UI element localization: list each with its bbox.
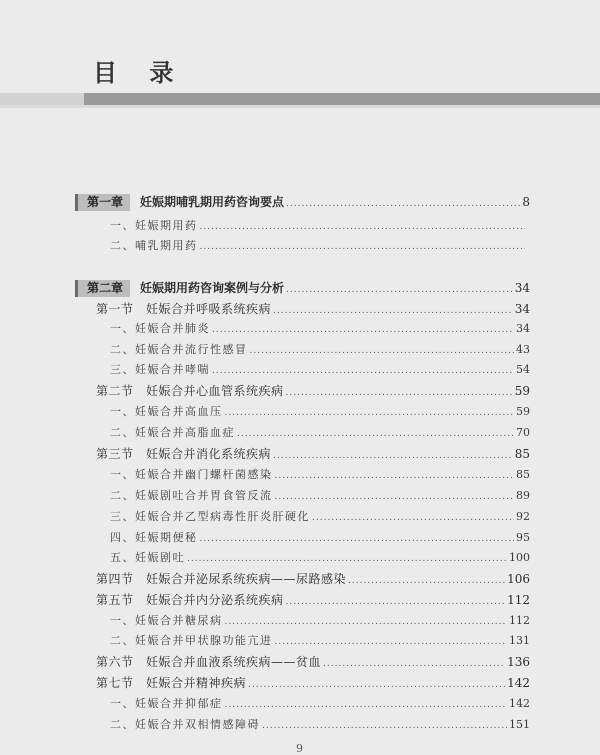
toc-label: 妊娠期用药咨询案例与分析 xyxy=(140,281,285,295)
toc-page-number: 8 xyxy=(522,195,530,209)
toc-label: 第三节 妊娠合并消化系统疾病 xyxy=(96,447,272,461)
toc-item[interactable] xyxy=(110,403,530,421)
dot-leader xyxy=(225,404,515,422)
dot-leader xyxy=(286,593,506,611)
toc-label: 二、妊娠合并甲状腺功能亢进 xyxy=(110,634,273,647)
toc-label: 第四节 妊娠合并泌尿系统疾病——尿路感染 xyxy=(96,572,347,586)
page-title: 目 录 xyxy=(93,59,186,87)
footer-page-number: 9 xyxy=(296,742,303,755)
toc-label: 一、妊娠合并抑郁症 xyxy=(110,697,223,710)
dot-leader xyxy=(286,384,513,402)
toc-item[interactable] xyxy=(110,695,530,713)
toc-chapter[interactable] xyxy=(75,279,530,297)
toc-label: 第五节 妊娠合并内分泌系统疾病 xyxy=(96,593,284,607)
dot-leader xyxy=(200,218,526,236)
toc-page-number: 34 xyxy=(516,322,530,335)
toc-page-number: 34 xyxy=(514,281,530,295)
dot-leader xyxy=(312,509,514,527)
toc-item[interactable] xyxy=(110,612,530,630)
dot-leader xyxy=(275,633,508,651)
toc-label: 二、妊娠合并双相情感障碍 xyxy=(110,718,260,731)
toc-item[interactable] xyxy=(110,632,530,650)
toc-label: 第七节 妊娠合并精神疾病 xyxy=(96,676,247,690)
toc-page-number: 112 xyxy=(507,593,530,607)
toc-page-number: 43 xyxy=(516,343,530,356)
dot-leader xyxy=(250,342,515,360)
toc-item[interactable] xyxy=(110,217,527,235)
toc-item[interactable] xyxy=(110,341,530,359)
toc-page-number: 151 xyxy=(509,718,530,731)
toc-item[interactable] xyxy=(110,716,530,734)
dot-leader xyxy=(212,321,514,339)
toc-page-number: 54 xyxy=(516,363,530,376)
toc-item[interactable] xyxy=(110,529,530,547)
toc-item[interactable] xyxy=(110,549,530,567)
toc-item[interactable] xyxy=(110,320,530,338)
dot-leader xyxy=(286,195,520,213)
toc-section[interactable] xyxy=(96,445,530,463)
header-band-shadow xyxy=(0,105,600,108)
dot-leader xyxy=(262,717,507,735)
toc-page-number: 106 xyxy=(507,572,530,586)
toc-label: 一、妊娠合并高血压 xyxy=(110,405,223,418)
toc-label: 四、妊娠期便秘 xyxy=(110,531,198,544)
toc-page-number: 142 xyxy=(509,697,530,710)
dot-leader xyxy=(348,572,505,590)
dot-leader xyxy=(323,655,505,673)
toc-label: 一、妊娠合并糖尿病 xyxy=(110,614,223,627)
toc-page-number: 92 xyxy=(516,510,530,523)
toc-label: 第一节 妊娠合并呼吸系统疾病 xyxy=(96,302,272,316)
toc-label: 五、妊娠剧吐 xyxy=(110,551,185,564)
toc-item[interactable] xyxy=(110,361,530,379)
toc-label: 三、妊娠合并哮喘 xyxy=(110,363,210,376)
dot-leader xyxy=(248,676,505,694)
toc-section[interactable] xyxy=(96,653,530,671)
toc-item[interactable] xyxy=(110,466,530,484)
dot-leader xyxy=(273,447,513,465)
dot-leader xyxy=(212,362,514,380)
toc-page-number: 100 xyxy=(509,551,530,564)
toc-label: 一、妊娠合并肺炎 xyxy=(110,322,210,335)
dot-leader xyxy=(200,530,515,548)
toc-label: 二、妊娠剧吐合并胃食管反流 xyxy=(110,489,273,502)
toc-page-number: 85 xyxy=(514,447,530,461)
toc-section[interactable] xyxy=(96,674,530,692)
dot-leader xyxy=(275,467,515,485)
toc-page-number: 34 xyxy=(514,302,530,316)
toc-item[interactable] xyxy=(110,237,527,255)
header-band-left xyxy=(0,93,84,105)
toc-page-number: 70 xyxy=(516,426,530,439)
toc-section[interactable] xyxy=(96,300,530,318)
toc-label: 二、妊娠合并流行性感冒 xyxy=(110,343,248,356)
toc-label: 妊娠期哺乳期用药咨询要点 xyxy=(140,195,285,209)
dot-leader xyxy=(225,613,508,631)
toc-label: 二、哺乳期用药 xyxy=(110,239,198,252)
toc-section[interactable] xyxy=(96,382,530,400)
toc-item[interactable] xyxy=(110,508,530,526)
toc-chapter[interactable] xyxy=(75,193,530,211)
chapter-badge: 第一章 xyxy=(75,194,130,211)
toc-section[interactable] xyxy=(96,591,530,609)
toc-label: 第二节 妊娠合并心血管系统疾病 xyxy=(96,384,284,398)
dot-leader xyxy=(275,488,515,506)
toc-page-number: 95 xyxy=(516,531,530,544)
toc-label: 三、妊娠合并乙型病毒性肝炎肝硬化 xyxy=(110,510,310,523)
dot-leader xyxy=(273,302,513,320)
toc-page-number: 142 xyxy=(507,676,530,690)
dot-leader xyxy=(200,238,526,256)
toc-page-number: 85 xyxy=(516,468,530,481)
dot-leader xyxy=(187,550,507,568)
toc-label: 二、妊娠合并高脂血症 xyxy=(110,426,235,439)
toc-page-number: 59 xyxy=(514,384,530,398)
toc-label: 第六节 妊娠合并血液系统疾病——贫血 xyxy=(96,655,322,669)
toc-page-number: 89 xyxy=(516,489,530,502)
toc-item[interactable] xyxy=(110,487,530,505)
toc-page-number: 59 xyxy=(516,405,530,418)
toc-label: 一、妊娠合并幽门螺杆菌感染 xyxy=(110,468,273,481)
chapter-badge: 第二章 xyxy=(75,280,130,297)
toc-section[interactable] xyxy=(96,570,530,588)
dot-leader xyxy=(286,281,513,299)
dot-leader xyxy=(237,425,514,443)
toc-item[interactable] xyxy=(110,424,530,442)
header-band xyxy=(84,93,600,105)
toc-page-number: 131 xyxy=(509,634,530,647)
toc-page-number: 136 xyxy=(507,655,530,669)
toc-page-number: 112 xyxy=(509,614,530,627)
dot-leader xyxy=(225,696,508,714)
toc-label: 一、妊娠期用药 xyxy=(110,219,198,232)
